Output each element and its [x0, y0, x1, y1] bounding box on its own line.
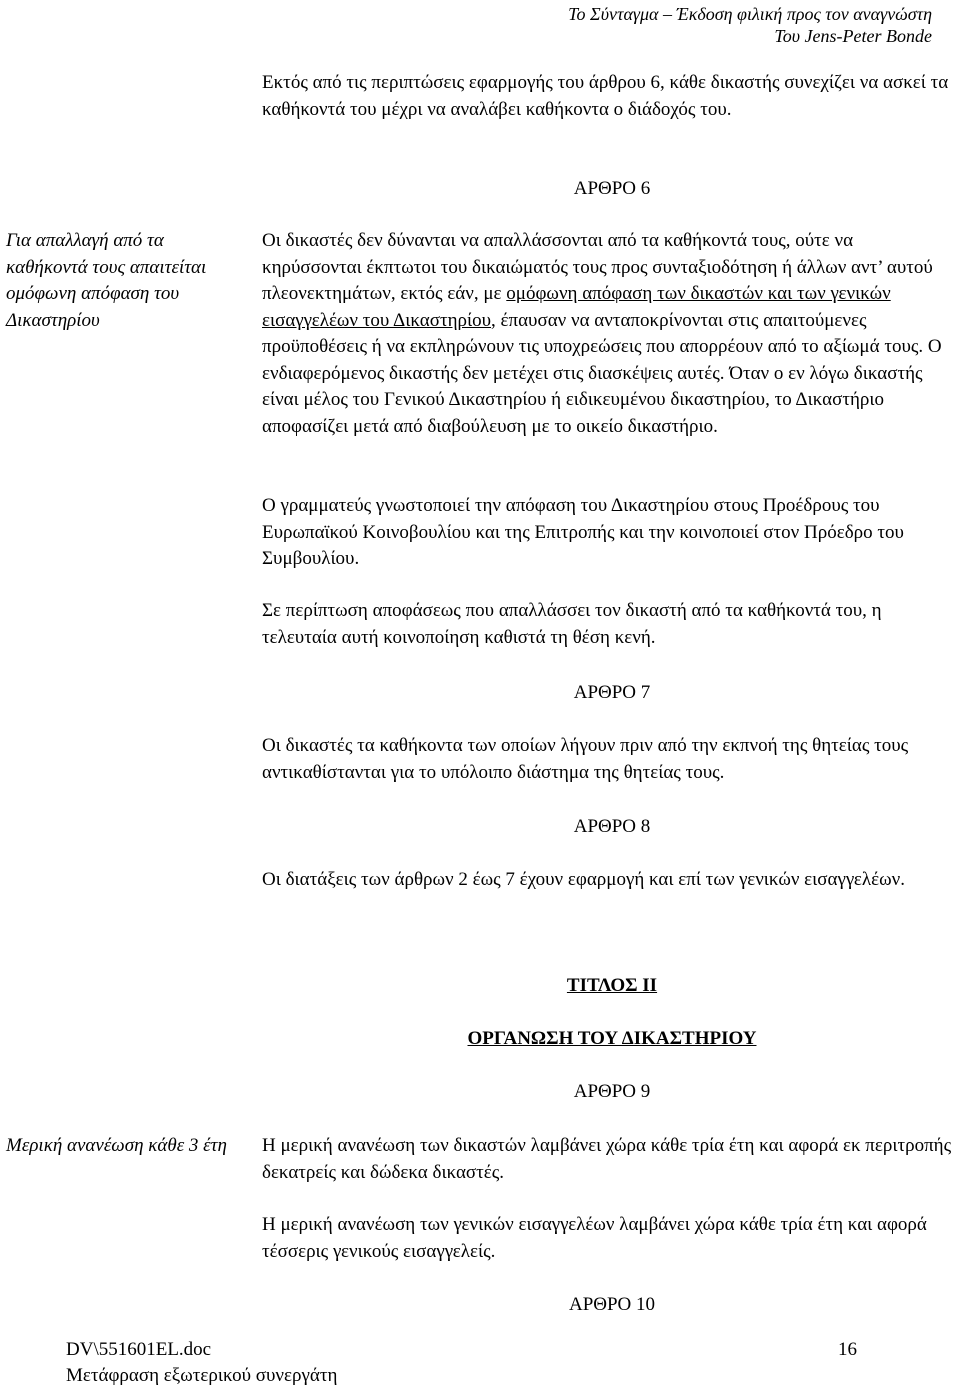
article-9-side-note: Μερική ανανέωση κάθε 3 έτη: [6, 1135, 227, 1156]
article-9-paragraph-2: Η μερική ανανέωση των γενικών εισαγγελέων λαμβάνει χώρα κάθε τρία έτη και αφορά τέσσερις γενικούς εισαγγελείς.: [262, 1214, 927, 1262]
header-title: Το Σύνταγμα – Έκδοση φιλική προς τον αναγνώστη: [568, 4, 932, 24]
article-6-paragraph-1: [262, 228, 952, 440]
article-6-p1-part1: Οι δικαστές δεν δύνανται να απαλλάσσονται από τα καθήκοντά τους, ούτε να κηρύσσονται έκπτωτοι του δικαιώματός τους προς συνταξιοδότηση ή άλλων αντ’ αυτού πλεονεκτημάτων, εκτός εάν, με: [262, 230, 933, 304]
article-10-heading: ΑΡΘΡΟ 10: [568, 1294, 656, 1315]
intro-paragraph: Εκτός από τις περιπτώσεις εφαρμογής του άρθρου 6, κάθε δικαστής συνεχίζει να ασκεί τα καθήκοντά του μέχρι να αναλάβει καθήκοντα ο διάδοχός του.: [262, 72, 949, 120]
article-7-heading: ΑΡΘΡΟ 7: [573, 682, 651, 703]
article-6-side-note: Για απαλλαγή από τα καθήκοντά τους απαιτείται ομόφωνη απόφαση του Δικαστηρίου: [6, 230, 207, 331]
article-6-heading: ΑΡΘΡΟ 6: [573, 178, 651, 199]
article-6-p1-part2: , έπαυσαν να ανταποκρίνονται στις απαιτούμενες προϋποθέσεις ή να εκπληρώνουν τις υποχρεώσεις που απορρέουν από το αξίωμά τους. Ο ενδιαφερόμενος δικαστής δεν μετέχει στις διασκέψεις αυτές. Όταν ο εν λόγω δικαστής είναι μέλος του Γενικού Δικαστηρίου ή ειδικευμένου δικαστηρίου, το Δικαστήριο αποφασίζει μετά από διαβούλευση με το οικείο δικαστήριο.: [262, 309, 942, 437]
article-8-paragraph-1: Οι διατάξεις των άρθρων 2 έως 7 έχουν εφαρμογή και επί των γενικών εισαγγελέων.: [262, 869, 905, 890]
title-2-subheading: ΟΡΓΑΝΩΣΗ ΤΟΥ ΔΙΚΑΣΤΗΡΙΟΥ: [467, 1028, 757, 1049]
article-6-p1-underlined: ομόφωνη απόφαση των δικαστών και των γενικών εισαγγελέων του Δικαστηρίου: [262, 283, 891, 331]
article-6-paragraph-3: Σε περίπτωση αποφάσεως που απαλλάσσει τον δικαστή από τα καθήκοντά του, η τελευταία αυτή κοινοποίηση καθιστά τη θέση κενή.: [262, 600, 882, 648]
footer-doc-ref: DV\551601EL.doc: [66, 1339, 212, 1360]
title-2-heading: ΤΙΤΛΟΣ ΙΙ: [566, 975, 658, 996]
article-9-paragraph-1: Η μερική ανανέωση των δικαστών λαμβάνει χώρα κάθε τρία έτη και αφορά εκ περιτροπής δεκατρείς και δώδεκα δικαστές.: [262, 1135, 952, 1183]
article-8-heading: ΑΡΘΡΟ 8: [573, 816, 651, 837]
header-author: Του Jens-Peter Bonde: [774, 26, 932, 46]
page-number: 16: [838, 1339, 857, 1360]
article-7-paragraph-1: Οι δικαστές τα καθήκοντα των οποίων λήγουν πριν από την εκπνοή της θητείας τους αντικαθίστανται για το υπόλοιπο διάστημα της θητείας τους.: [262, 735, 909, 783]
article-6-paragraph-2: Ο γραμματεύς γνωστοποιεί την απόφαση του Δικαστηρίου στους Προέδρους του Ευρωπαϊκού Κοινοβουλίου και της Επιτροπής και την κοινοποιεί στον Πρόεδρο του Συμβουλίου.: [262, 495, 904, 569]
footer-translator: Μετάφραση εξωτερικού συνεργάτη: [66, 1365, 338, 1386]
article-9-heading: ΑΡΘΡΟ 9: [573, 1081, 651, 1102]
